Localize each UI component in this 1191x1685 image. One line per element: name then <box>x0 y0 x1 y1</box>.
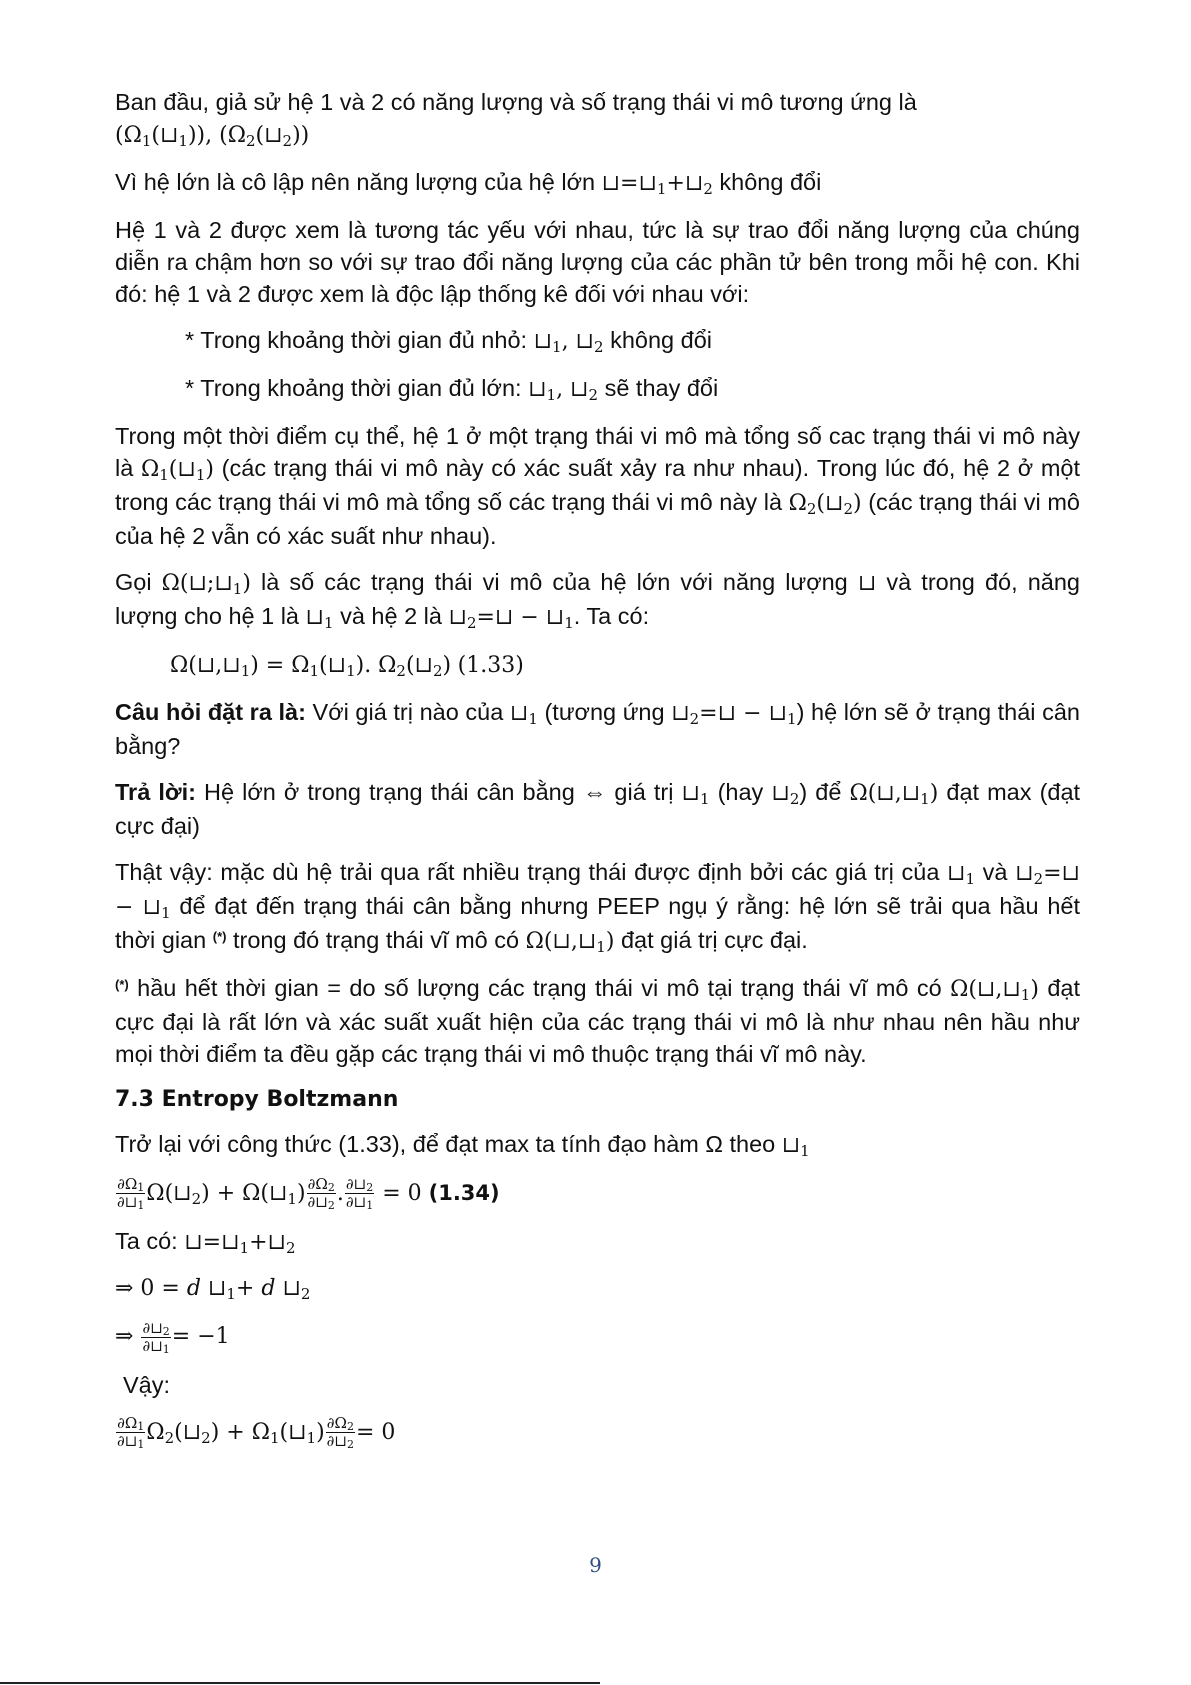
fraction: $\frac{\partial\Omega_2}{\partial⊔_2}$ <box>307 1175 335 1213</box>
math-omega2: $\Omega_2(⊔_2)$ <box>788 491 862 518</box>
footer-rule <box>0 1682 600 1684</box>
text: Trở lại với công thức (1.33), để đạt max ta tính đạo hàm Ω theo <box>115 1131 776 1157</box>
fraction: $\frac{\partial\Omega_1}{\partial⊔_1}$ <box>117 1413 145 1451</box>
equation-label: (1.33) <box>457 653 524 678</box>
text: Với giá trị nào của <box>312 699 504 725</box>
paragraph-therefore <box>123 1369 1080 1401</box>
math-omega-u-u1: $\Omega(⊔,⊔_1)$ <box>849 781 939 808</box>
math-omega-u-u1: $\Omega(⊔,⊔_1)$ <box>950 977 1039 1004</box>
text: ) để <box>799 779 842 805</box>
equation-1-33 <box>170 648 1080 682</box>
paragraph-definition <box>115 566 1080 634</box>
paragraph-isolated-system <box>115 166 1080 200</box>
text: Vì hệ lớn là cô lập nên năng lượng của hệ lớn <box>115 169 596 195</box>
math-result: = 0 <box>356 1419 396 1445</box>
text: đạt cực đại là rất lớn và xác suất xuất hiện của các trạng thái vi mô là như nhau nên hầu như mọi thời điểm ta đều gặp các trạng thái vi mô thuộc trạng thái vĩ mô này. <box>115 975 1081 1067</box>
math-u2-def: $⊔_2=⊔$ − $⊔_1$ <box>671 701 797 728</box>
math-u1-u2: $⊔_1$, $⊔_2$ <box>528 377 599 404</box>
paragraph-initial-state <box>115 86 1080 152</box>
footnote-marker: (*) <box>115 977 129 992</box>
math-u1: $⊔_1$ <box>509 701 538 728</box>
fraction: $\frac{\partial\Omega_2}{\partial⊔_2}$ <box>326 1413 354 1451</box>
math-result: = −1 <box>171 1324 230 1350</box>
text: hầu hết thời gian = do số lượng các trạng thái vi mô tại trạng thái vĩ mô có <box>137 975 942 1001</box>
text: đạt max (đạt cực đại) <box>115 779 1081 839</box>
math-omega-states: $(\Omega_1(⊔_1))$, $(\Omega_2(⊔_2))$ <box>115 123 310 150</box>
math-total-energy: $⊔=⊔_1+⊔_2$ <box>184 1230 296 1258</box>
text: * Trong khoảng thời gian đủ nhỏ: <box>185 327 528 353</box>
text: sẽ thay đổi <box>604 375 719 401</box>
text: (tương ứng <box>544 699 665 725</box>
text: Ta có: <box>115 1228 178 1255</box>
text: không đổi <box>719 169 822 195</box>
math-u: ⊔ <box>857 571 877 596</box>
text: và trong đó, năng lượng cho hệ 1 là <box>115 569 1080 629</box>
paragraph-footnote <box>115 972 1080 1070</box>
math-total-energy: $⊔=⊔_1+⊔_2$ <box>601 171 713 198</box>
bold-lead: Trả lời: <box>115 779 196 805</box>
paragraph-answer <box>115 776 1080 842</box>
text: Hệ lớn ở trong trạng thái cân bằng ⇔ giá trị <box>204 779 674 805</box>
paragraph-question <box>115 696 1080 762</box>
text: đạt giá trị cực đại. <box>620 927 808 953</box>
text: (hay <box>717 779 764 805</box>
text: và <box>982 859 1008 885</box>
equation-ratio: ⇒ $\frac{\partial⊔_2}{\partial⊔_1}$ = −1 <box>115 1318 230 1356</box>
math-u1: $⊔_1$ <box>947 861 976 888</box>
text: và hệ 2 là <box>340 603 442 629</box>
math-u1: $⊔_1$ <box>781 1133 810 1160</box>
math-omega-u-u1: $\Omega(⊔,⊔_1)$ <box>525 929 615 956</box>
text: trong đó trạng thái vĩ mô có <box>232 927 520 953</box>
text: . Ta có: <box>573 603 650 629</box>
math-u2-def: $⊔_2=⊔$ − $⊔_1$ <box>448 605 574 632</box>
fraction: $\frac{\partial⊔_2}{\partial⊔_1}$ <box>142 1318 170 1356</box>
equation-final: $\frac{\partial\Omega_1}{\partial⊔_1}$ $\Omega_2(⊔_2)$ + $\Omega_1(⊔_1)$ $\frac{\partial\Omega_2}{\partial⊔_2}$ = 0 <box>117 1413 396 1451</box>
text: là số các trạng thái vi mô của hệ lớn với năng lượng <box>261 569 848 595</box>
section-heading: 7.3 Entropy Boltzmann <box>115 1087 399 1112</box>
equation-label: (1.34) <box>428 1181 500 1205</box>
document-body <box>115 86 1080 1464</box>
text: * Trong khoảng thời gian đủ lớn: <box>185 375 522 401</box>
equation-differential: ⇒ 0 = d $⊔_1+ d$ $⊔_2$ <box>115 1276 311 1304</box>
text: (các trạng thái vi mô của hệ 2 vẫn có xác suất như nhau). <box>115 489 1080 549</box>
math-omega1: $\Omega_1(⊔_1)$ <box>141 457 214 484</box>
text: không đổi <box>610 327 712 353</box>
page-number: 9 <box>589 1553 602 1577</box>
equation-1-34: $\frac{\partial\Omega_1}{\partial⊔_1}$ $\Omega(⊔_2)$ + $\Omega(⊔_1)$ $\frac{\partial\Omega_2}{\partial⊔_2}$ . $\frac{\partial⊔_2}{\partial⊔_1}$ = 0 (1.34) <box>117 1175 500 1213</box>
math-omega-u-u1: $\Omega(⊔;⊔_1)$ <box>161 571 251 598</box>
text: (các trạng thái vi mô này có xác suất xảy ra như nhau). Trong lúc đó, hệ 2 ở một trong các trạng thái vi mô mà tổng số các trạng thái vi mô này là <box>115 455 1081 515</box>
paragraph-microstates <box>115 420 1080 552</box>
math-u2-def: $⊔_2=⊔$ − $⊔_1$ <box>115 861 1080 922</box>
text: Trong một thời điểm cụ thể, hệ 1 ở một trạng thái vi mô mà tổng số cac trạng thái vi mô này là <box>115 423 1080 481</box>
text: Thật vậy: mặc dù hệ trải qua rất nhiều trạng thái được định bởi các giá trị của <box>115 859 940 885</box>
paragraph-derivative <box>115 1128 1080 1162</box>
text: để đạt đến trạng thái cân bằng nhưng PEEP ngụ ý rằng: hệ lớn sẽ trải qua hầu hết thời gian <box>115 893 1080 953</box>
text: Vậy: <box>123 1371 171 1398</box>
text: Ban đầu, giả sử hệ 1 và 2 có năng lượng và số trạng thái vi mô tương ứng là <box>115 89 917 115</box>
footnote-marker: (*) <box>212 929 227 944</box>
math-u1: $⊔_1$ <box>305 605 334 632</box>
math-u2: $⊔_2$ <box>771 781 800 808</box>
bullet-short-time <box>185 324 1080 358</box>
text: ) hệ lớn sẽ ở trạng thái cân bằng? <box>115 699 1081 759</box>
fraction: $\frac{\partial⊔_2}{\partial⊔_1}$ <box>345 1175 374 1213</box>
bullet-long-time <box>185 372 1080 406</box>
text: Hệ 1 và 2 được xem là tương tác yếu với nhau, tức là sự trao đổi năng lượng của chúng diễn ra chậm hơn so với sự trao đổi năng lượng của các phần tử bên trong mỗi hệ con. Khi đó: hệ 1 và 2 được xem là độc lập thống kê đối với nhau với: <box>115 217 1080 307</box>
paragraph-weak-interaction <box>115 214 1080 310</box>
paragraph-explanation <box>115 856 1080 958</box>
paragraph-energy-sum <box>115 1225 1080 1259</box>
fraction: $\frac{\partial\Omega_1}{\partial⊔_1}$ <box>117 1175 145 1213</box>
math-eq-1-33: $\Omega(⊔,⊔_1)$ = $\Omega_1(⊔_1)$. $\Omega_2(⊔_2)$ <box>170 653 452 680</box>
math-u1-u2: $⊔_1$, $⊔_2$ <box>533 329 604 356</box>
text: Gọi <box>115 569 152 595</box>
bold-lead: Câu hỏi đặt ra là: <box>115 699 306 725</box>
math-u1: $⊔_1$ <box>681 781 710 808</box>
